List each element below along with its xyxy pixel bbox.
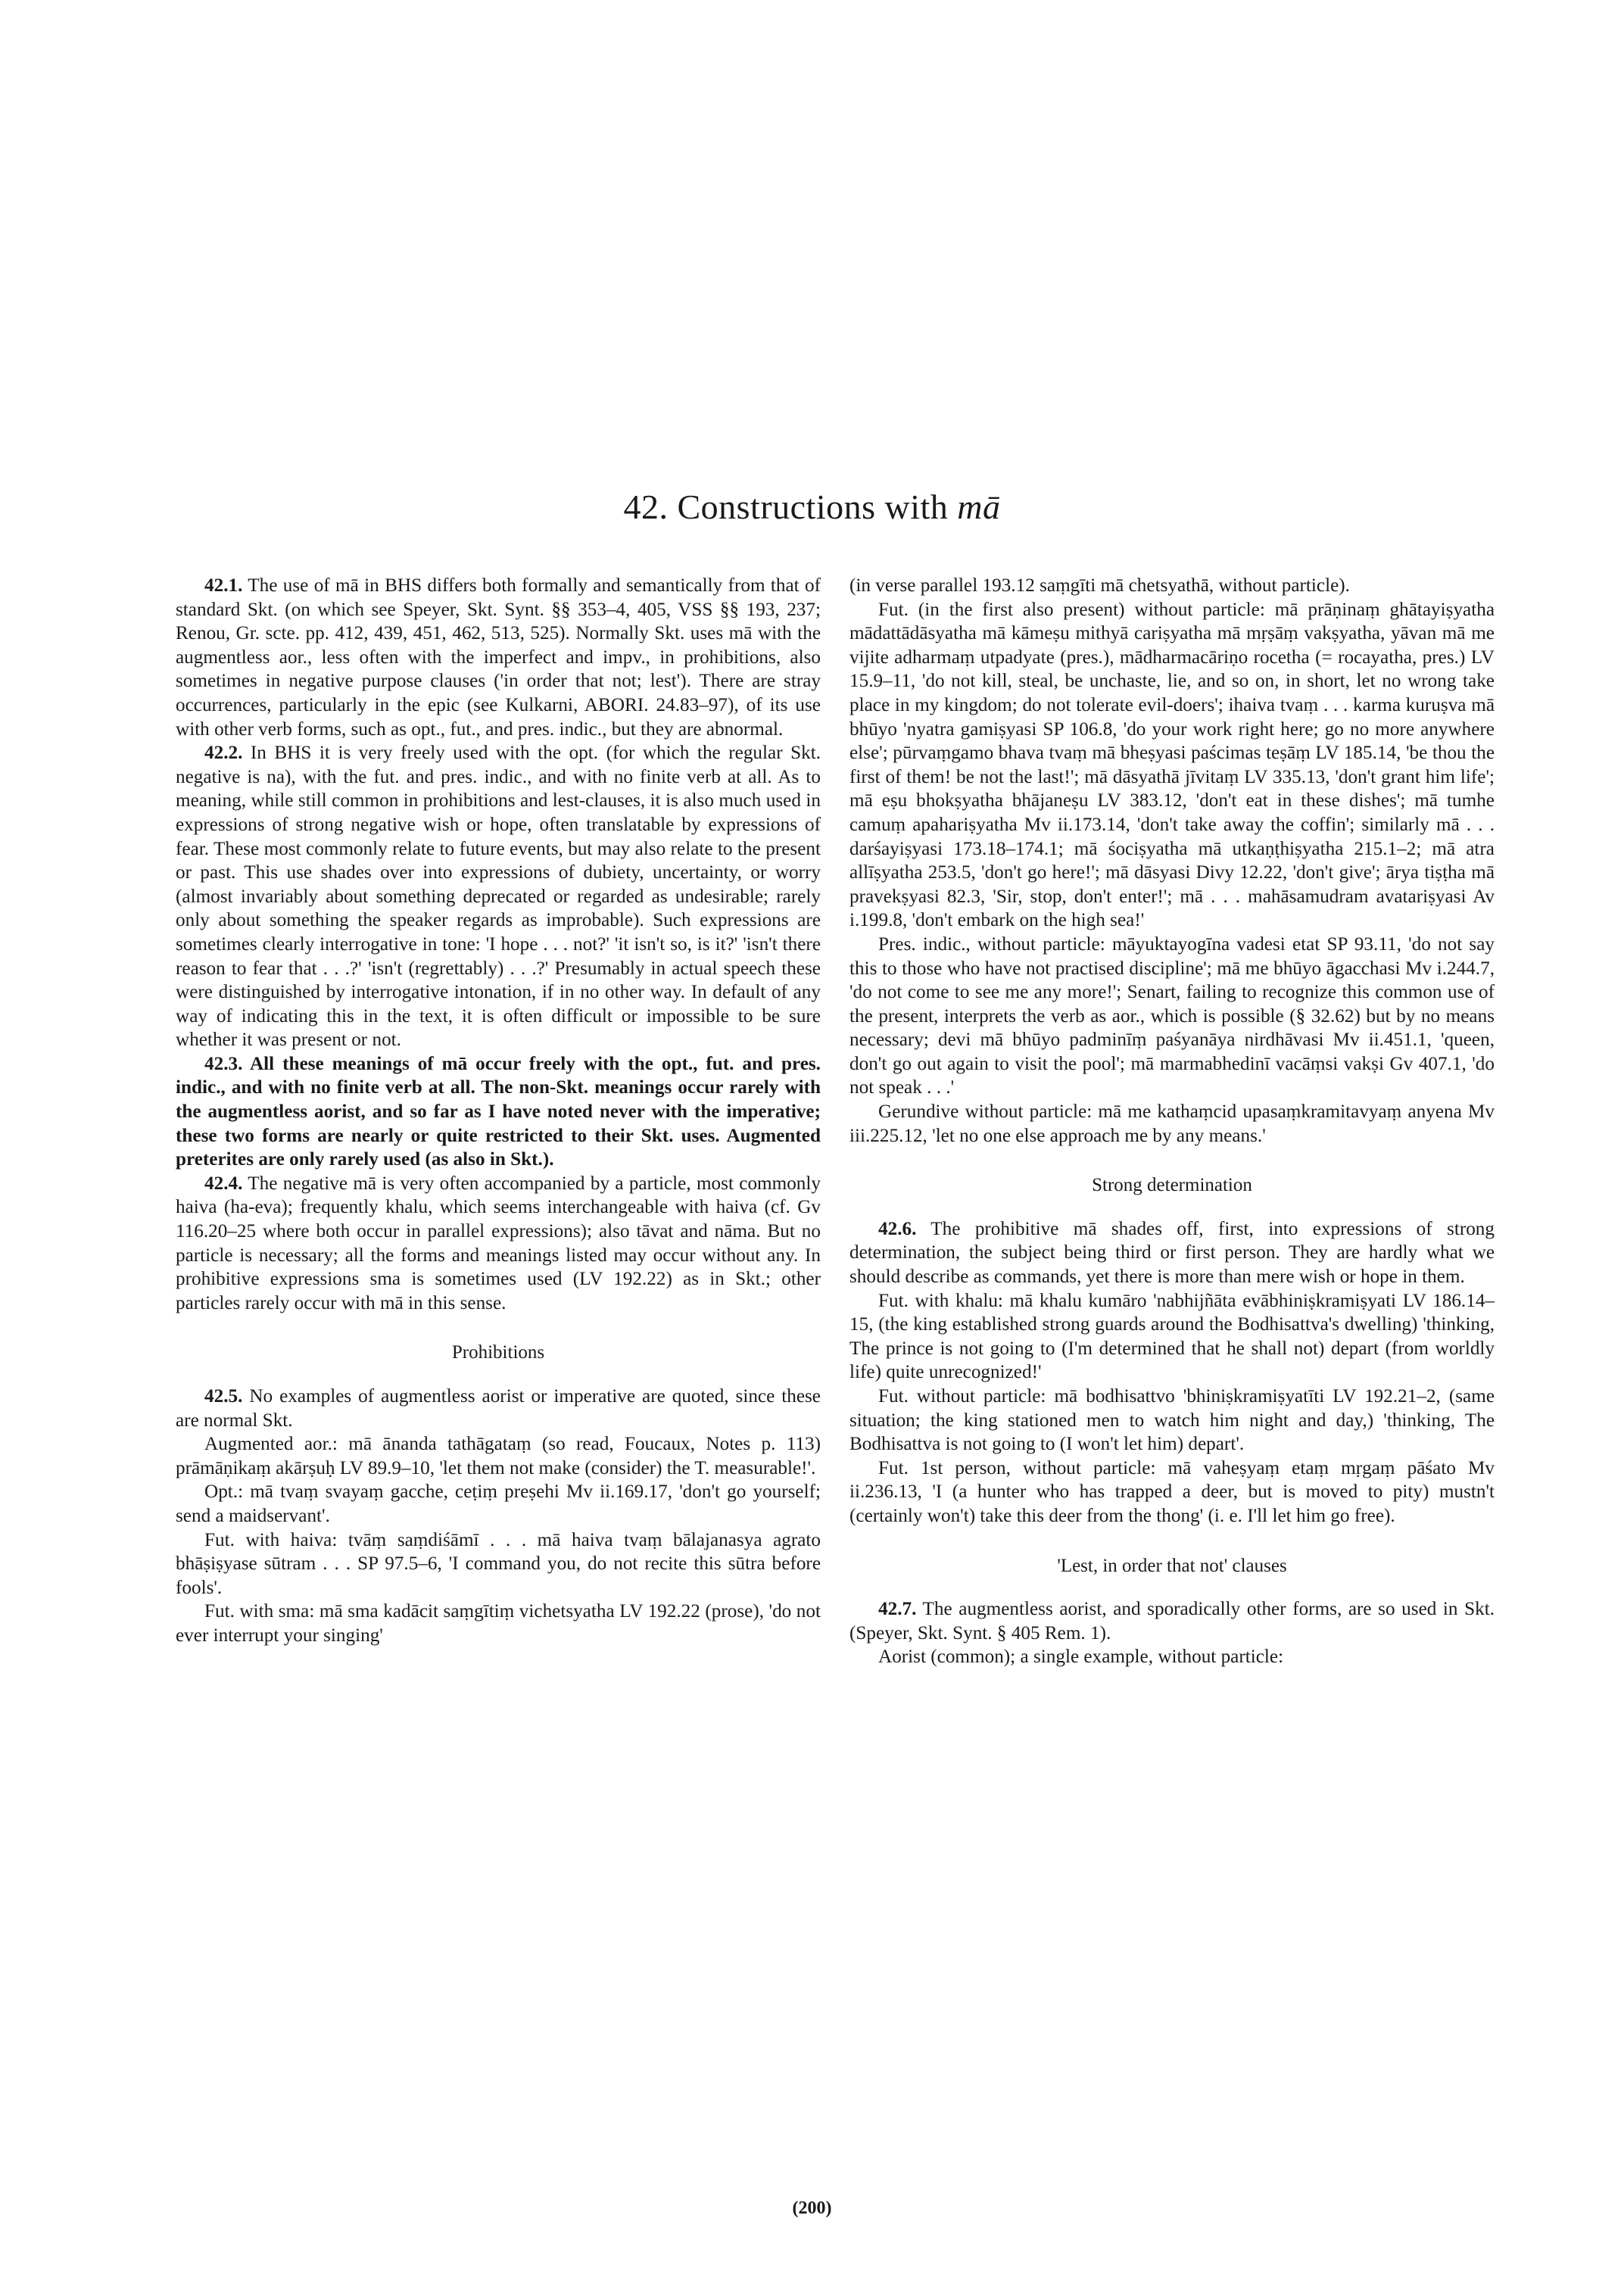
paragraph-text: All these meanings of mā occur freely with the opt., fut. and pres. indic., and with no finite verb at all. The non-Skt. meanings occur rarely with the augmentless aorist, and so far as I have noted never with the imperative; these two forms are nearly or quite restricted to their Skt. uses. Augmented preterites are only rarely used (as also in Skt.). [176,1053,821,1170]
paragraph-future-without-particle: Fut. without particle: mā bodhisattvo 'bhiniṣkramiṣyatīti LV 192.21–2, (same situation; the king stationed men to watch him night and day,) 'thinking, The Bodhisattva is not going to (I won't let him) depart'. [849,1386,1495,1455]
section-heading-prohibitions: Prohibitions [451,1342,545,1363]
paragraph-text: The prohibitive mā shades off, first, into expressions of strong determination, the subject being third or first person. They are hardly what we should describe as commands, yet there is more than mere wish or hope in them. [849,1218,1495,1288]
paragraph-42-6 [849,1217,1495,1289]
paragraph-text: No examples of augmentless aorist or imperative are quoted, since these are normal Skt. [176,1386,821,1431]
paragraph-future-khalu: Fut. with khalu: mā khalu kumāro 'nabhijñāta evābhiniṣkramiṣyati LV 186.14–15, (the king established strong guards around the Bodhisattva's dwelling) 'thinking, The prince is not going to (I'm determined that he shall not) depart (from worldly life) quite unrecognized!' [849,1290,1495,1383]
paragraph-42-2 [176,741,821,1052]
paragraph-42-5 [176,1385,821,1432]
section-heading-lest-clauses: 'Lest, in order that not' clauses [1057,1555,1287,1576]
left-column [176,574,821,1648]
paragraph-text: In BHS it is very freely used with the opt. (for which the regular Skt. negative is na), with the fut. and pres. indic., and with no finite verb at all. As to meaning, while still common in prohibitions and lest-clauses, it is also much used in expressions of strong negative wish or hope, often translatable by expressions of fear. These most commonly relate to future events, but may also relate to the present or past. This use shades over into expressions of dubiety, uncertainty, or worry (almost invariably about something deprecated or regarded as undesirable; rarely only about something the speaker regards as improbable). Such expressions are sometimes clearly interrogative in tone: 'I hope . . . not?' 'it isn't so, is it?' 'isn't there reason to fear that . . .?' 'isn't (regrettably) . . .?' Presumably in actual speech these were distinguished by interrogative intonation, if in no other way. In default of any way of indicating this in the text, it is often difficult or impossible to be sure whether it was present or not. [176,743,821,1051]
section-heading-strong-determination: Strong determination [1092,1175,1252,1196]
paragraph-future-sma: Fut. with sma: mā sma kadācit saṃgītiṃ vichetsyatha LV 192.22 (prose), 'do not ever interrupt your singing' [176,1601,821,1646]
paragraph-future-first-person: Fut. 1st person, without particle: mā vaheṣyaṃ etaṃ mṛgaṃ pāśato Mv ii.236.13, 'I (a hunter who has trapped a deer, but is moved to pity) mustn't (certainly won't) take this deer from the thong' (i. e. I'll let him go free). [849,1457,1495,1526]
section-number: 42.1. [204,575,243,596]
paragraph-text: The use of mā in BHS differs both formally and semantically from that of standard Skt. (on which see Speyer, Skt. Synt. §§ 353–4, 405, VSS §§ 193, 237; Renou, Gr. scte. pp. 412, 439, 451, 462, 513, 525). Normally Skt. uses mā with the augmentless aor., less often with the imperfect and impv., in prohibitions, also sometimes in negative purpose clauses ('in order that not; lest'). There are stray occurrences, particularly in the epic (see Kulkarni, ABORI. 24.83–97), of its use with other verb forms, such as opt., fut., and pres. indic., but they are abnormal. [176,575,821,740]
paragraph-text: The augmentless aorist, and sporadically other forms, are so used in Skt. (Speyer, Skt. Synt. § 405 Rem. 1). [849,1599,1495,1643]
chapter-title-text: 42. Constructions with [623,487,949,526]
paragraph-future-no-particle: Fut. (in the first also present) without particle: mā prāṇinaṃ ghātayiṣyatha mādattādāsyatha mā kāmeṣu mithyā cariṣyatha mā mṛṣāṃ vakṣyatha, yāvan mā me vijite adharmaṃ utpadyate (pres.), mādharmacāriṇo rocetha (= rocayatha, pres.) LV 15.9–11, 'do not kill, steal, be unchaste, lie, and so on, in short, let no wrong take place in my kingdom; do not tolerate evil-doers'; ihaiva tvaṃ . . . karma kuruṣva mā bhūyo 'nyatra gamiṣyasi SP 106.8, 'do your work right here; go no more anywhere else'; pūrvaṃgamo bhava tvaṃ mā bheṣyasi paścimas teṣāṃ LV 185.14, 'be thou the first of them! be not the last!'; mā dāsyathā jīvitaṃ LV 335.13, 'don't grant him life'; mā eṣu bhokṣyatha bhājaneṣu LV 383.12, 'don't eat in these dishes'; mā tumhe camuṃ apahariṣyatha Mv ii.173.14, 'don't take away the coffin'; similarly mā . . . darśayiṣyasi 173.18–174.1; mā śociṣyatha mā utkaṇṭhiṣyatha 215.1–2; mā atra allīṣyatha 253.5, 'don't go here!'; mā dāsyasi Divy 12.22, 'don't give'; ārya tiṣṭha mā pravekṣyasi 82.3, 'Sir, stop, don't enter!'; mā . . . mahāsamudram avatariṣyasi Av i.199.8, 'don't embark on the high sea!' [849,599,1495,931]
section-number: 42.3. [204,1053,243,1074]
paragraph-text: The negative mā is very often accompanied by a particle, most commonly haiva (ha-eva); frequently khalu, which seems interchangeable with haiva (cf. Gv 116.20–25 where both occur in parallel expressions); also tāvat and nāma. But no particle is necessary; all the forms and meanings listed may occur without any. In prohibitive expressions sma is sometimes used (LV 192.22) as in Skt.; other particles rarely occur with mā in this sense. [176,1173,821,1313]
chapter-title [0,487,1624,527]
paragraph-42-4 [176,1172,821,1316]
paragraph-42-3 [176,1052,821,1172]
paragraph-gerundive: Gerundive without particle: mā me kathaṃcid upasaṃkramitavyaṃ anyena Mv iii.225.12, 'let no one else approach me by any means.' [849,1101,1495,1146]
section-number: 42.4. [204,1173,243,1194]
paragraph-aorist-example: Aorist (common); a single example, without particle: [878,1647,1284,1668]
section-number: 42.5. [204,1386,243,1407]
paragraph-42-7 [849,1597,1495,1645]
paragraph-42-1 [176,574,821,741]
chapter-title-italic: mā [957,487,1001,526]
section-number: 42.6. [878,1218,917,1239]
section-number: 42.7. [878,1599,917,1620]
paragraph-future-haiva: Fut. with haiva: tvāṃ saṃdiśāmī . . . mā haiva tvaṃ bālajanasya agrato bhāṣiṣyase sūtram . . . SP 97.5–6, 'I command you, do not recite this sūtra before fools'. [176,1529,821,1598]
paragraph-continued: (in verse parallel 193.12 saṃgīti mā chetsyathā, without particle). [849,575,1350,596]
paragraph-present-indicative: Pres. indic., without particle: māyuktayogīna vadesi etat SP 93.11, 'do not say this to those who have not practised discipline'; mā me bhūyo āgacchasi Mv i.244.7, 'do not come to see me any more!'; Senart, failing to recognize this common use of the present, interprets the verb as aor., which is possible (§ 32.62) but by no means necessary; devi mā bhūyo padminīṃ paśyanāya nirdhāvasi Mv ii.451.1, 'queen, don't go out again to visit the pool'; mā marmabhedinī vacāṃsi vakṣi Gv 407.1, 'do not speak . . .' [849,933,1495,1098]
paragraph-optative: Opt.: mā tvaṃ svayaṃ gacche, ceṭiṃ preṣehi Mv ii.169.17, 'don't go yourself; send a maidservant'. [176,1481,821,1526]
right-column [849,574,1495,1669]
paragraph-augmented-aorist: Augmented aor.: mā ānanda tathāgataṃ (so read, Foucaux, Notes p. 113) prāmāṇikaṃ akārṣuḥ LV 89.9–10, 'let them not make (consider) the T. measurable!'. [176,1434,821,1478]
section-number: 42.2. [204,743,243,764]
page-number: (200) [792,2198,832,2218]
